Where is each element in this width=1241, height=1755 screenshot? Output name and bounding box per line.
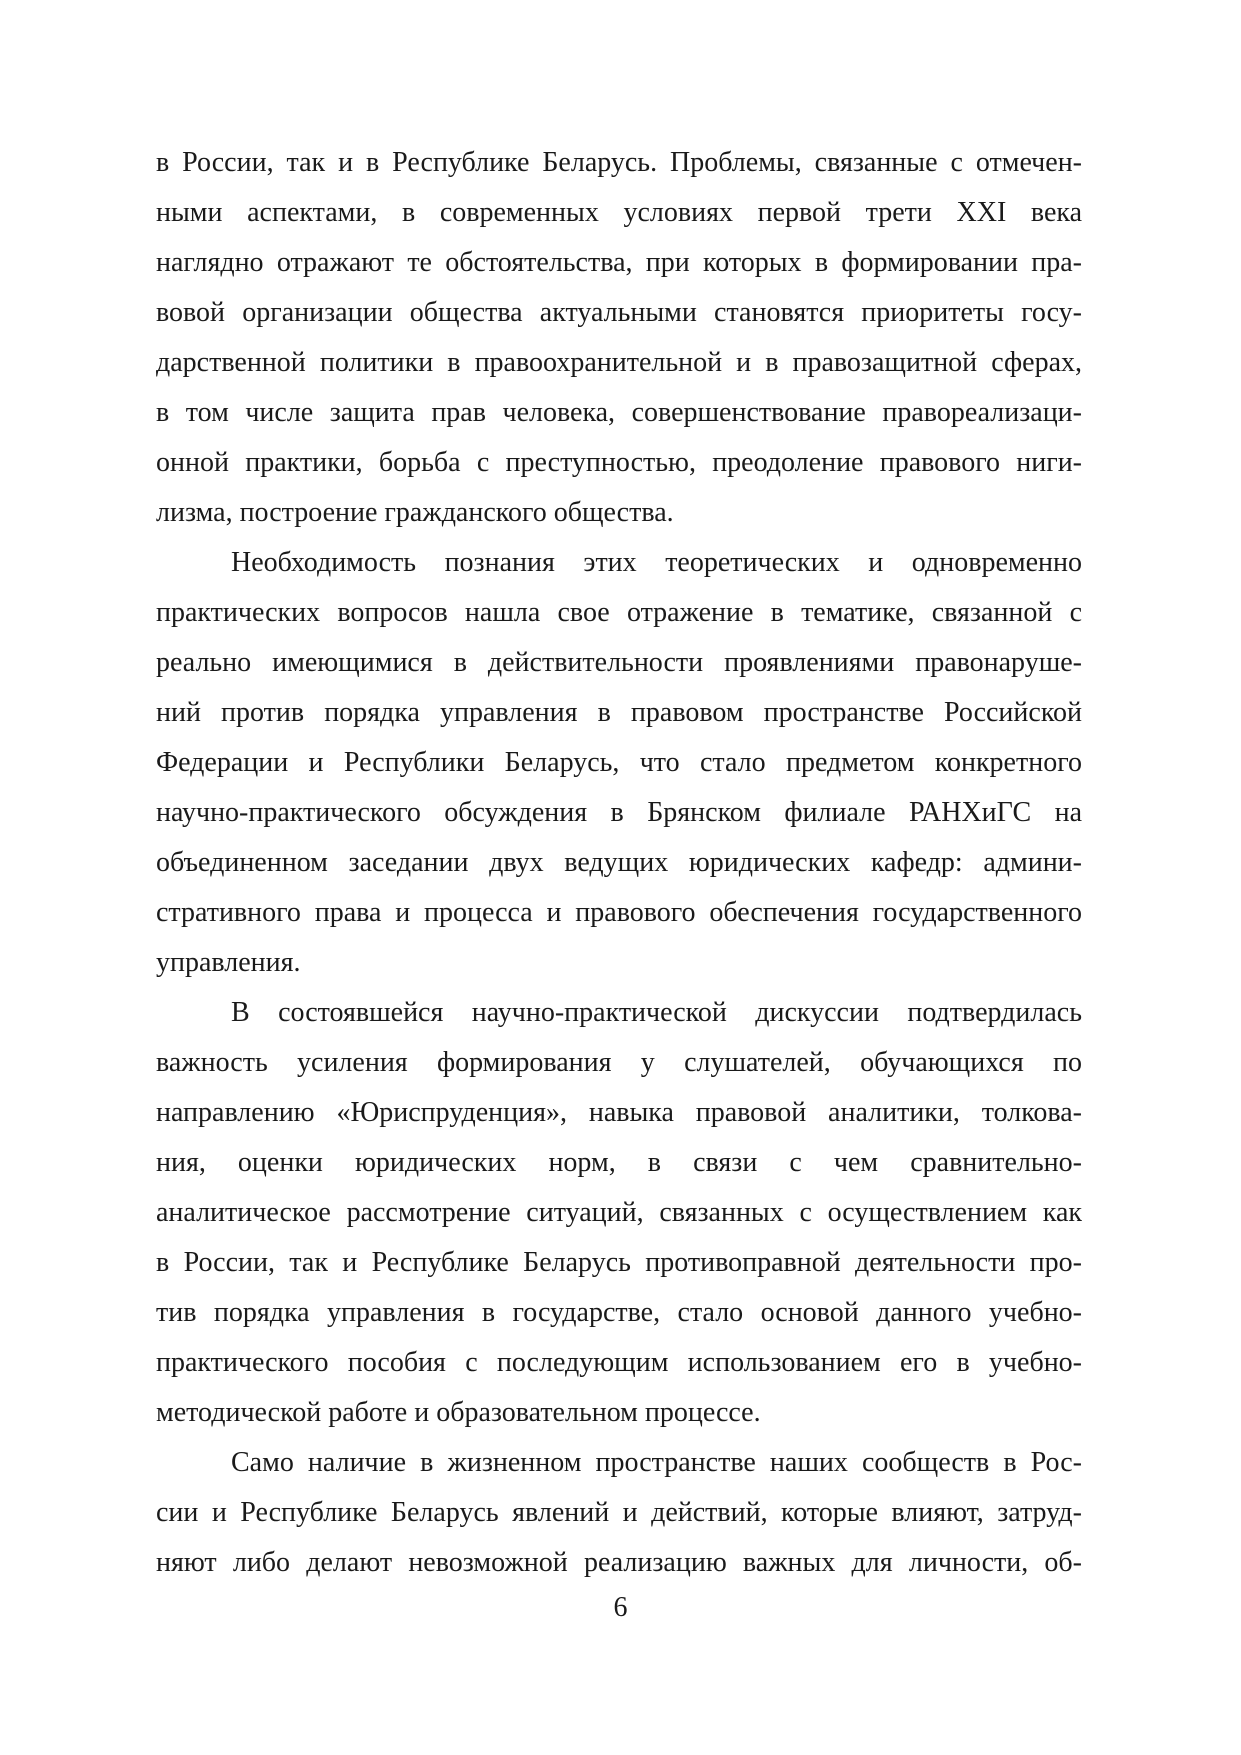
text-line: важность усиления формирования у слушателей, обучающихся по — [156, 1047, 1082, 1078]
text-line: стративного права и процесса и правового обеспечения государственного — [156, 897, 1082, 928]
text-line: наглядно отражают те обстоятельства, при которых в формировании пра- — [156, 247, 1082, 278]
text-line: объединенном заседании двух ведущих юридических кафедр: админи- — [156, 847, 1082, 878]
text-line: ний против порядка управления в правовом пространстве Российской — [156, 697, 1082, 728]
text-line: реально имеющимися в действительности проявлениями правонаруше- — [156, 647, 1082, 678]
text-line: лизма, построение гражданского общества. — [156, 497, 674, 528]
text-line: в том числе защита прав человека, совершенствование правореализаци- — [156, 397, 1082, 428]
text-line: ными аспектами, в современных условиях первой трети XXI века — [156, 197, 1082, 228]
text-line: практического пособия с последующим использованием его в учебно- — [156, 1347, 1082, 1378]
text-line: сии и Республике Беларусь явлений и действий, которые влияют, затруд- — [156, 1497, 1082, 1528]
text-line: методической работе и образовательном процессе. — [156, 1397, 761, 1428]
text-line: научно-практического обсуждения в Брянском филиале РАНХиГС на — [156, 797, 1082, 828]
text-line: Необходимость познания этих теоретических и одновременно — [231, 547, 1082, 578]
text-line: аналитическое рассмотрение ситуаций, связанных с осуществлением как — [156, 1197, 1082, 1228]
text-line: в России, так и в Республике Беларусь. Проблемы, связанные с отмечен- — [156, 147, 1082, 178]
paragraph-2 — [156, 538, 1082, 988]
text-line: ния, оценки юридических норм, в связи с чем сравнительно- — [156, 1147, 1082, 1178]
text-line: В состоявшейся научно-практической дискуссии подтвердилась — [231, 997, 1082, 1028]
text-line: тив порядка управления в государстве, стало основой данного учебно- — [156, 1297, 1082, 1328]
text-line: в России, так и Республике Беларусь противоправной деятельности про- — [156, 1247, 1082, 1278]
text-line: няют либо делают невозможной реализацию важных для личности, об- — [156, 1547, 1082, 1578]
paragraph-1 — [156, 138, 1082, 538]
text-line: вовой организации общества актуальными становятся приоритеты госу- — [156, 297, 1082, 328]
paragraph-4 — [156, 1438, 1082, 1588]
text-line: направлению «Юриспруденция», навыка правовой аналитики, толкова- — [156, 1097, 1082, 1128]
text-line: дарственной политики в правоохранительной и в правозащитной сферах, — [156, 347, 1082, 378]
text-line: управления. — [156, 947, 301, 978]
body-text — [156, 138, 1082, 1588]
text-line: практических вопросов нашла свое отражение в тематике, связанной с — [156, 597, 1082, 628]
page-number: 6 — [613, 1592, 628, 1623]
text-line: онной практики, борьба с преступностью, преодоление правового ниги- — [156, 447, 1082, 478]
text-line: Федерации и Республики Беларусь, что стало предметом конкретного — [156, 747, 1082, 778]
text-line: Само наличие в жизненном пространстве наших сообществ в Рос- — [231, 1447, 1082, 1478]
paragraph-3 — [156, 988, 1082, 1438]
